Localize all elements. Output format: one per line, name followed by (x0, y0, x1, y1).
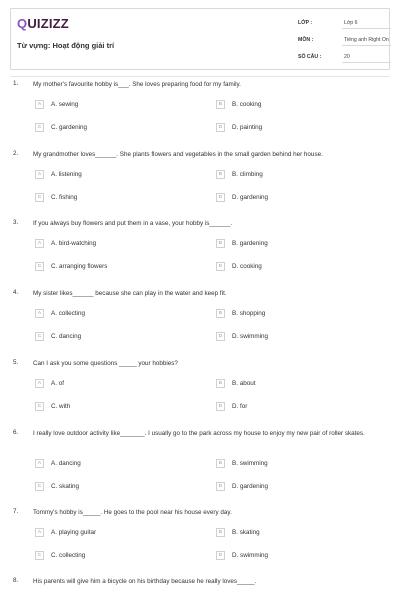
option-letter-box: D (216, 123, 225, 132)
option-text: A. listening (51, 171, 82, 178)
question-text: I really love outdoor activity like_______. I usually go to the park across my house to enjoy my new pair of roller skates. (33, 430, 365, 437)
question-number: 2. (13, 150, 19, 157)
option-letter-box: A (35, 239, 44, 248)
option-letter-box: B (216, 239, 225, 248)
question-number: 8. (13, 577, 19, 584)
meta-underline (342, 62, 391, 63)
question-number: 6. (13, 429, 19, 436)
option-letter-box: A (35, 379, 44, 388)
header-divider (10, 76, 390, 77)
option-text: A. of (51, 380, 64, 387)
option-letter-box: B (216, 100, 225, 109)
meta-value-subject: Tiếng anh Right On (344, 37, 389, 43)
option-letter-box: C (35, 551, 44, 560)
question-text: My mother's favourite hobby is___. She loves preparing food for my family. (33, 81, 241, 88)
option-letter-box: C (35, 402, 44, 411)
question-text: Tommy's hobby is_____. He goes to the pool near his house every day. (33, 509, 232, 516)
option-text: A. bird-watching (51, 240, 97, 247)
option-text: D. swimming (232, 552, 269, 559)
question-text: If you always buy flowers and put them in a vase, your hobby is______. (33, 220, 233, 227)
meta-label-count: SỐ CÂU : (298, 54, 322, 60)
meta-row-subject (298, 32, 391, 48)
option-text: D. painting (232, 124, 263, 131)
option-text: B. skating (232, 529, 260, 536)
quizizz-logo: QUIZIZZ (17, 16, 69, 31)
option-letter-box: D (216, 482, 225, 491)
option-text: C. skating (51, 483, 79, 490)
option-letter-box: B (216, 459, 225, 468)
option-text: D. gardening (232, 194, 269, 201)
option-letter-box: A (35, 100, 44, 109)
option-text: C. collecting (51, 552, 86, 559)
option-text: A. playing guitar (51, 529, 97, 536)
option-text: B. swimming (232, 460, 268, 467)
option-letter-box: A (35, 309, 44, 318)
question-number: 4. (13, 289, 19, 296)
question-number: 5. (13, 359, 19, 366)
meta-row-grade (298, 15, 391, 31)
option-text: D. swimming (232, 333, 269, 340)
meta-value-grade: Lớp 6 (344, 20, 358, 26)
option-letter-box: C (35, 123, 44, 132)
option-letter-box: B (216, 379, 225, 388)
option-text: C. dancing (51, 333, 82, 340)
option-letter-box: C (35, 193, 44, 202)
option-text: A. dancing (51, 460, 81, 467)
option-letter-box: A (35, 170, 44, 179)
option-text: B. gardening (232, 240, 268, 247)
option-letter-box: D (216, 551, 225, 560)
option-letter-box: A (35, 528, 44, 537)
meta-label-subject: MÔN : (298, 37, 314, 43)
meta-row-count (298, 49, 391, 65)
option-text: C. fishing (51, 194, 78, 201)
worksheet-title: Từ vựng: Hoạt động giải trí (17, 41, 115, 50)
meta-label-grade: LỚP : (298, 20, 313, 26)
question-text: Can I ask you some questions _____ your hobbies? (33, 360, 178, 367)
option-text: B. climbing (232, 171, 263, 178)
option-letter-box: C (35, 332, 44, 341)
option-letter-box: B (216, 528, 225, 537)
option-text: B. cooking (232, 101, 262, 108)
option-letter-box: A (35, 459, 44, 468)
option-text: A. collecting (51, 310, 85, 317)
option-letter-box: C (35, 482, 44, 491)
meta-underline (342, 45, 391, 46)
question-text: My sister likes______ because she can play in the water and keep fit. (33, 290, 227, 297)
option-letter-box: B (216, 170, 225, 179)
option-text: D. gardening (232, 483, 269, 490)
option-letter-box: B (216, 309, 225, 318)
option-letter-box: C (35, 262, 44, 271)
option-text: A. sewing (51, 101, 79, 108)
option-letter-box: D (216, 262, 225, 271)
question-text: His parents will give him a bicycle on his birthday because he really loves_____. (33, 578, 257, 585)
option-text: D. cooking (232, 263, 262, 270)
question-number: 7. (13, 508, 19, 515)
meta-underline (342, 28, 391, 29)
option-text: C. arranging flowers (51, 263, 108, 270)
option-text: B. about (232, 380, 256, 387)
option-letter-box: D (216, 193, 225, 202)
question-number: 3. (13, 219, 19, 226)
question-number: 1. (13, 80, 19, 87)
option-text: C. gardening (51, 124, 88, 131)
option-letter-box: D (216, 332, 225, 341)
option-letter-box: D (216, 402, 225, 411)
worksheet-header (10, 8, 390, 70)
option-text: D. for (232, 403, 248, 410)
worksheet-meta (298, 9, 391, 71)
meta-value-count: 20 (344, 54, 350, 60)
question-text: My grandmother loves______. She plants flowers and vegetables in the small garden behind her house. (33, 151, 323, 158)
option-text: B. shopping (232, 310, 266, 317)
option-text: C. with (51, 403, 71, 410)
